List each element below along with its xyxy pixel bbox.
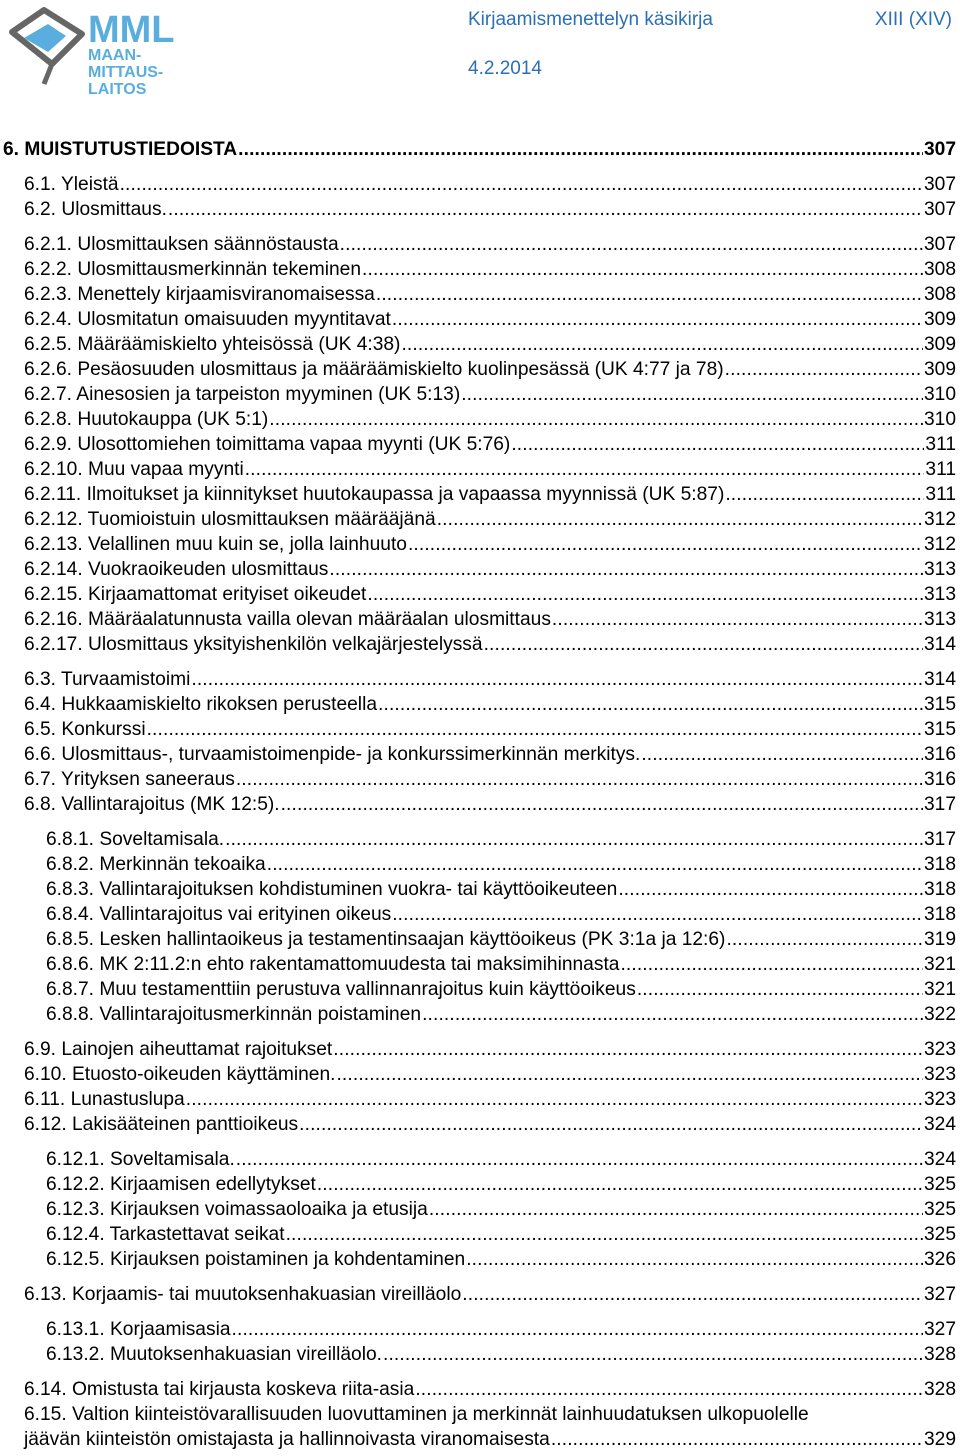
dot-leader [511, 432, 924, 457]
toc-entry-page: 313 [923, 584, 956, 605]
toc-entry-page: 307 [923, 139, 956, 160]
toc-entry-label: 6.3. Turvaamistoimi [24, 669, 191, 690]
toc-entry[interactable] [0, 197, 958, 222]
toc-entry-page: 307 [923, 174, 956, 195]
toc-entry[interactable] [0, 792, 958, 817]
toc-entry-label: 6.8. Vallintarajoitus (MK 12:5). [24, 794, 280, 815]
toc-entry[interactable] [0, 307, 958, 332]
toc-entry-label: 6.8.2. Merkinnän tekoaika [46, 854, 266, 875]
toc-entry[interactable] [0, 1087, 958, 1112]
document-title: Kirjaamismenettelyn käsikirja [468, 9, 713, 30]
toc-entry[interactable] [0, 1317, 958, 1342]
dot-leader [317, 1172, 923, 1197]
toc-entry-page: 323 [923, 1089, 956, 1110]
dot-leader [362, 257, 923, 282]
logo-mittaus: MITTAUS- [88, 64, 164, 81]
dot-leader [333, 1037, 923, 1062]
toc-entry-page: 327 [923, 1319, 956, 1340]
toc-entry-label: 6.2. Ulosmittaus. [24, 199, 167, 220]
dot-leader [376, 282, 923, 307]
dot-leader [299, 1112, 923, 1137]
toc-entry[interactable] [0, 332, 958, 357]
dot-leader [641, 742, 923, 767]
dot-leader [236, 767, 923, 792]
toc-entry-page: 321 [923, 979, 956, 1000]
toc-entry-label: 6.2.17. Ulosmittaus yksityishenkilön velkajärjestelyssä [24, 634, 483, 655]
toc-entry-label: 6.15. Valtion kiinteistövarallisuuden luovuttaminen ja merkinnät lainhuudatuksen ulkopuolelle [24, 1404, 809, 1425]
toc-entry-wrapped[interactable] [0, 1402, 958, 1452]
dot-leader [329, 557, 923, 582]
toc-entry-label: 6.8.4. Vallintarajoitus vai erityinen oikeus [46, 904, 392, 925]
toc-entry[interactable] [0, 1037, 958, 1062]
toc-entry-label: 6.2.2. Ulosmittausmerkinnän tekeminen [24, 259, 362, 280]
toc-entry-label: 6. MUISTUTUSTIEDOISTA [3, 139, 238, 160]
toc-entry[interactable] [0, 1112, 958, 1137]
toc-entry-page: 316 [923, 769, 956, 790]
toc-entry[interactable] [0, 742, 958, 767]
dot-leader [168, 197, 923, 222]
toc-entry[interactable] [0, 1377, 958, 1402]
toc-entry-page: 323 [923, 1064, 956, 1085]
toc-entry-page: 318 [923, 879, 956, 900]
toc-entry-label: 6.8.8. Vallintarajoitusmerkinnän poistaminen [46, 1004, 422, 1025]
toc-entry-label: 6.12.5. Kirjauksen poistaminen ja kohdentaminen [46, 1249, 466, 1270]
document-date: 4.2.2014 [468, 58, 542, 79]
dot-leader [367, 582, 923, 607]
dot-leader [725, 482, 924, 507]
toc-entry-label: 6.8.6. MK 2:11.2:n ehto rakentamattomuudesta tai maksimihinnasta [46, 954, 620, 975]
toc-entry-page: 318 [923, 854, 956, 875]
toc-entry[interactable] [0, 1282, 958, 1307]
dot-leader [484, 632, 923, 657]
dot-leader [286, 1222, 923, 1247]
toc-entry-label: 6.1. Yleistä [24, 174, 119, 195]
toc-entry[interactable] [0, 927, 958, 952]
dot-leader [401, 332, 923, 357]
toc-entry[interactable] [0, 1342, 958, 1367]
toc-entry[interactable] [0, 232, 958, 257]
toc-entry[interactable] [0, 457, 958, 482]
toc-entry-page: 323 [923, 1039, 956, 1060]
toc-entry-page: 318 [923, 904, 956, 925]
toc-entry-label: 6.12.3. Kirjauksen voimassaoloaika ja etusija [46, 1199, 428, 1220]
toc-entry[interactable] [0, 382, 958, 407]
toc-entry-label: 6.13.1. Korjaamisasia [46, 1319, 231, 1340]
toc-entry-label: 6.2.14. Vuokraoikeuden ulosmittaus [24, 559, 329, 580]
toc-entry-label: 6.2.15. Kirjaamattomat erityiset oikeudet [24, 584, 367, 605]
toc-entry-label: 6.7. Yrityksen saneeraus [24, 769, 235, 790]
toc-entry-label: 6.8.3. Vallintarajoituksen kohdistuminen vuokra- tai käyttöoikeuteen [46, 879, 618, 900]
toc-entry[interactable] [0, 407, 958, 432]
dot-leader [637, 977, 923, 1002]
toc-entry-page: 329 [923, 1429, 956, 1450]
toc-entry-label: 6.4. Hukkaamiskielto rikoksen perusteella [24, 694, 378, 715]
toc-entry-page: 311 [925, 434, 956, 455]
dot-leader [415, 1377, 923, 1402]
dot-leader [225, 827, 923, 852]
toc-entry-label: 6.2.5. Määräämiskielto yhteisössä (UK 4:38) [24, 334, 401, 355]
toc-entry-page: 328 [923, 1344, 956, 1365]
toc-entry-page: 316 [923, 744, 956, 765]
logo-laitos: LAITOS [88, 81, 147, 98]
toc-entry[interactable] [0, 877, 958, 902]
toc-entry-page: 313 [923, 559, 956, 580]
toc-entry[interactable] [0, 532, 958, 557]
toc-entry-label: 6.12.4. Tarkastettavat seikat [46, 1224, 285, 1245]
toc-entry[interactable] [0, 1002, 958, 1027]
toc-entry-label: 6.2.9. Ulosottomiehen toimittama vapaa myynti (UK 5:76) [24, 434, 511, 455]
toc-entry-page: 312 [923, 534, 956, 555]
toc-entry-label: 6.14. Omistusta tai kirjausta koskeva riita-asia [24, 1379, 415, 1400]
toc-entry-label: 6.2.10. Muu vapaa myynti [24, 459, 244, 480]
dot-leader [245, 457, 925, 482]
toc-entry[interactable] [0, 357, 958, 382]
toc-entry-label: 6.8.1. Soveltamisala. [46, 829, 225, 850]
toc-entry-page: 322 [923, 1004, 956, 1025]
toc-entry-label: 6.11. Lunastuslupa [24, 1089, 185, 1110]
toc-entry-page: 311 [925, 459, 956, 480]
toc-entry-page: 314 [923, 669, 956, 690]
dot-leader [186, 1087, 923, 1112]
dot-leader [620, 952, 923, 977]
toc-entry-page: 328 [923, 1379, 956, 1400]
toc-entry[interactable] [0, 852, 958, 877]
dot-leader [281, 792, 923, 817]
toc-entry[interactable] [0, 1172, 958, 1197]
toc-entry-page: 310 [923, 409, 956, 430]
toc-entry-page: 319 [923, 929, 956, 950]
toc-entry-label: 6.2.7. Ainesosien ja tarpeiston myyminen (UK 5:13) [24, 384, 461, 405]
toc-entry-label: 6.2.11. Ilmoitukset ja kiinnitykset huutokaupassa ja vapaassa myynnissä (UK 5:87) [24, 484, 725, 505]
toc-entry-page: 308 [923, 259, 956, 280]
toc-entry-page: 321 [923, 954, 956, 975]
dot-leader [392, 307, 923, 332]
toc-entry-label: 6.2.4. Ulosmitatun omaisuuden myyntitavat [24, 309, 391, 330]
toc-entry-page: 325 [923, 1199, 956, 1220]
toc-entry[interactable] [0, 632, 958, 657]
toc-entry-page: 325 [923, 1174, 956, 1195]
dot-leader [725, 357, 923, 382]
dot-leader [408, 532, 923, 557]
dot-leader [466, 1247, 923, 1272]
toc-entry-label: 6.2.1. Ulosmittauksen säännöstausta [24, 234, 339, 255]
dot-leader [726, 927, 923, 952]
toc-entry-label: 6.12.2. Kirjaamisen edellytykset [46, 1174, 316, 1195]
dot-leader [462, 1282, 923, 1307]
toc-entry-label: 6.2.3. Menettely kirjaamisviranomaisessa [24, 284, 375, 305]
toc-entry-page: 311 [925, 484, 956, 505]
dot-leader [232, 1317, 923, 1342]
toc-entry-label: 6.2.6. Pesäosuuden ulosmittaus ja määräämiskielto kuolinpesässä (UK 4:77 ja 78) [24, 359, 724, 380]
toc-entry-page: 309 [923, 359, 956, 380]
dot-leader [429, 1197, 923, 1222]
toc-entry[interactable] [0, 1147, 958, 1172]
toc-entry[interactable] [0, 557, 958, 582]
toc-entry[interactable] [0, 137, 958, 162]
toc-entry[interactable] [0, 432, 958, 457]
toc-entry[interactable] [0, 977, 958, 1002]
book-icon [12, 10, 82, 84]
mml-logo [4, 2, 184, 98]
toc-entry[interactable] [0, 582, 958, 607]
toc-entry-label: 6.9. Lainojen aiheuttamat rajoitukset [24, 1039, 333, 1060]
toc-entry-label: 6.2.13. Velallinen muu kuin se, jolla lainhuuto [24, 534, 407, 555]
toc-entry-line2 [24, 1427, 956, 1452]
toc-entry-label: 6.13. Korjaamis- tai muutoksenhakuasian vireilläolo [24, 1284, 462, 1305]
toc-entry[interactable] [0, 692, 958, 717]
toc-entry-page: 313 [923, 609, 956, 630]
dot-leader [383, 1342, 923, 1367]
dot-leader [437, 507, 923, 532]
toc-entry[interactable] [0, 717, 958, 742]
toc-entry[interactable] [0, 952, 958, 977]
dot-leader [378, 692, 923, 717]
toc-entry-page: 309 [923, 309, 956, 330]
toc-entry[interactable] [0, 1222, 958, 1247]
toc-entry-page: 317 [923, 829, 956, 850]
toc-entry-page: 324 [923, 1149, 956, 1170]
dot-leader [552, 607, 923, 632]
toc-entry[interactable] [0, 767, 958, 792]
toc-entry-label-cont: jäävän kiinteistön omistajasta ja hallinnoivasta viranomaisesta [24, 1429, 550, 1450]
table-of-contents [0, 137, 958, 1452]
toc-entry-page: 325 [923, 1224, 956, 1245]
toc-entry-label: 6.12.1. Soveltamisala. [46, 1149, 235, 1170]
toc-entry-page: 324 [923, 1114, 956, 1135]
toc-entry[interactable] [0, 607, 958, 632]
toc-entry[interactable] [0, 902, 958, 927]
dot-leader [392, 902, 923, 927]
toc-entry[interactable] [0, 1062, 958, 1087]
toc-entry-page: 315 [923, 694, 956, 715]
toc-entry-page: 317 [923, 794, 956, 815]
toc-entry-label: 6.12. Lakisääteinen panttioikeus [24, 1114, 299, 1135]
toc-entry-page: 314 [923, 634, 956, 655]
toc-entry-page: 307 [923, 199, 956, 220]
toc-entry-page: 307 [923, 234, 956, 255]
toc-entry-page: 327 [923, 1284, 956, 1305]
toc-entry-label: 6.6. Ulosmittaus-, turvaamistoimenpide- ja konkurssimerkinnän merkitys. [24, 744, 641, 765]
dot-leader [236, 1147, 923, 1172]
toc-entry-page: 315 [923, 719, 956, 740]
dot-leader [267, 852, 923, 877]
toc-entry-label: 6.8.7. Muu testamenttiin perustuva vallinnanrajoitus kuin käyttöoikeus [46, 979, 636, 1000]
toc-entry-label: 6.2.16. Määräalatunnusta vailla olevan määräalan ulosmittaus [24, 609, 551, 630]
toc-entry-label: 6.2.12. Tuomioistuin ulosmittauksen määrääjänä [24, 509, 436, 530]
toc-entry[interactable] [0, 172, 958, 197]
toc-entry-page: 310 [923, 384, 956, 405]
dot-leader [269, 407, 923, 432]
dot-leader [120, 172, 923, 197]
dot-leader [551, 1427, 923, 1452]
toc-entry[interactable] [0, 1247, 958, 1272]
dot-leader [618, 877, 923, 902]
dot-leader [340, 232, 923, 257]
toc-entry[interactable] [0, 282, 958, 307]
toc-entry-label: 6.10. Etuosto-oikeuden käyttäminen. [24, 1064, 336, 1085]
toc-entry-label: 6.2.8. Huutokauppa (UK 5:1) [24, 409, 269, 430]
toc-entry[interactable] [0, 1197, 958, 1222]
toc-entry-page: 312 [923, 509, 956, 530]
toc-entry-page: 326 [923, 1249, 956, 1270]
toc-entry[interactable] [0, 827, 958, 852]
toc-entry[interactable] [0, 482, 958, 507]
dot-leader [336, 1062, 923, 1087]
logo-mml: MML [88, 9, 175, 51]
dot-leader [191, 667, 923, 692]
toc-entry[interactable] [0, 257, 958, 282]
dot-leader [461, 382, 923, 407]
toc-entry-label: 6.13.2. Muutoksenhakuasian vireilläolo. [46, 1344, 382, 1365]
dot-leader [238, 137, 923, 162]
toc-entry[interactable] [0, 507, 958, 532]
toc-entry-label: 6.5. Konkurssi [24, 719, 146, 740]
dot-leader [422, 1002, 923, 1027]
logo-maan: MAAN- [88, 47, 142, 64]
toc-entry[interactable] [0, 667, 958, 692]
toc-entry-page: 308 [923, 284, 956, 305]
page-number: XIII (XIV) [874, 9, 952, 30]
toc-entry-page: 309 [923, 334, 956, 355]
dot-leader [147, 717, 923, 742]
toc-entry-label: 6.8.5. Lesken hallintaoikeus ja testamentinsaajan käyttöoikeus (PK 3:1a ja 12:6) [46, 929, 726, 950]
